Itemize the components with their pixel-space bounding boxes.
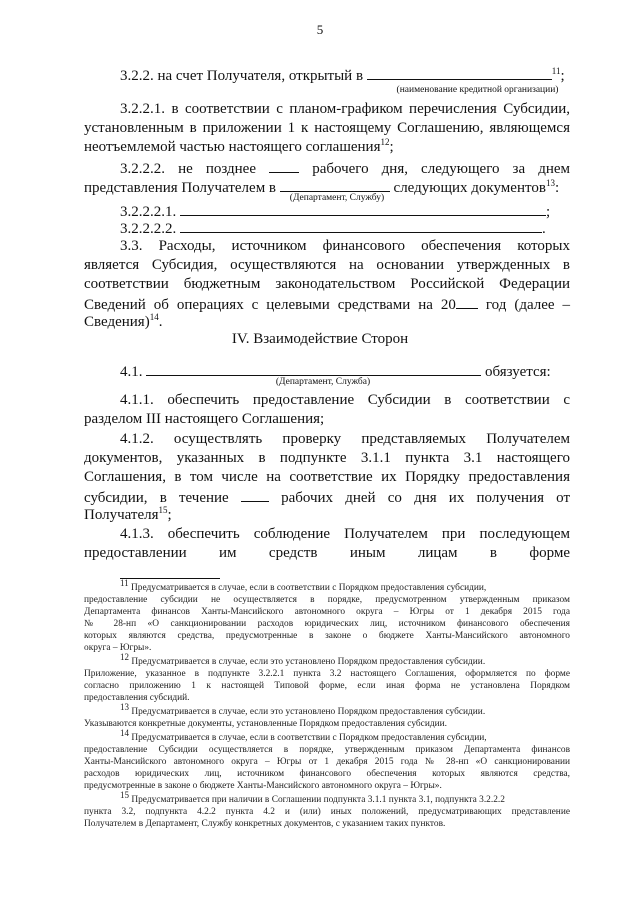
footnote-11-line-1: $^{11}$ Предусматривается в случае, если в соответствии с Порядком предоставления субсидии, (120, 578, 487, 594)
footnote-12-line-1: $^{12}$ Предусматривается в случае, если это установлено Порядком предоставления субсидии. (120, 652, 486, 668)
clause-3-3-line-4: Сведений об операциях с целевыми средствами на 20 год (далее – (84, 297, 571, 313)
clause-4-1-3-line-1: 4.1.3. обеспечить соблюдение Получателем при последующем (120, 526, 570, 542)
clause-3-2-2-2-line-1: 3.2.2.2. не позднее рабочего дня, следующего за днем (120, 161, 571, 177)
footnote-15-line-1: $^{15}$ Предусматривается при наличии в Соглашении подпункта 3.1.1 пункта 3.1, подпункта 3.2.2.2 (120, 790, 505, 806)
footnote-14-line-4: расходов юридических лиц, источником финансового обеспечения которых являются средства, (84, 769, 570, 779)
footnote-12-line-4: предоставления субсидий. (84, 693, 190, 703)
party-blank (146, 362, 481, 376)
doc-2-blank (180, 219, 542, 233)
days-blank (269, 159, 299, 173)
department-caption: (Департамент, Службу) (289, 193, 385, 203)
bank-name-caption: (наименование кредитной организации) (396, 85, 559, 95)
footnote-15-line-2: пункта 3.2, подпункта 4.2.2 пункта 4.2 и (или) иных положений, предусматривающих представление (84, 807, 570, 817)
doc-1-blank (180, 202, 546, 216)
clause-3-3-line-2: является Субсидия, осуществляются на основании утвержденных в (84, 257, 570, 273)
review-days-blank (241, 488, 269, 502)
footnote-12-line-2: Приложение, указанное в подпункте 3.2.2.1 пункта 3.2 настоящего Соглашения, оформляется по форме (84, 669, 570, 679)
footnote-11-line-4: № 28-нп «О санкционировании расходов юридических лиц, источником финансового обеспечения (84, 619, 570, 629)
clause-4-1-2-line-3: Соглашения, в том числе на соответствие их Порядку предоставления (84, 469, 570, 485)
clause-3-2-2-1-line-3: неотъемлемой частью настоящего соглашения$^{12}$; (84, 137, 394, 155)
footnote-11-line-2: предоставление субсидии не осуществляется в порядке, предусмотренном утвержденным приказом (84, 595, 570, 605)
clause-3-2-2-1-line-2: установленным в приложении 1 к настоящему Соглашению, являющемся (84, 120, 570, 136)
clause-3-3-line-5: Сведения)$^{14}$. (84, 312, 163, 330)
clause-4-1-1-line-1: 4.1.1. обеспечить предоставление Субсидии в соответствии с (120, 392, 570, 408)
footnote-11-line-5: которых являются средства, предусмотренные в законе о бюджете Ханты-Мансийского автономного (84, 631, 570, 641)
clause-4-1: 4.1. обязуется: (120, 364, 551, 380)
clause-3-2-2-2-1: 3.2.2.2.1. ; (120, 204, 551, 220)
footnote-13-line-2: Указываются конкретные документы, установленные Порядком предоставления субсидии. (84, 719, 447, 729)
footnote-14-line-2: предоставление Субсидии осуществляется в порядке, утвержденным приказом Департамента финансов (84, 745, 570, 755)
clause-3-3-line-3: соответствии бюджетным законодательством Российской Федерации (84, 276, 570, 292)
party-caption: (Департамент, Служба) (275, 377, 371, 387)
clause-3-3-line-1: 3.3. Расходы, источником финансового обеспечения которых (120, 238, 570, 254)
footnote-14-line-5: предусмотренные в законе о бюджете Ханты-Мансийского автономного округа – Югры». (84, 781, 442, 791)
clause-4-1-2-line-2: документов, указанных в подпункте 3.1.1 пункта 3.1 настоящего (84, 450, 570, 466)
clause-3-2-2-2-line-2: представления Получателем в следующих документов$^{13}$: (84, 178, 560, 196)
year-blank (456, 295, 478, 309)
department-blank (280, 178, 390, 192)
footnote-11-line-6: округа – Югры». (84, 643, 152, 653)
clause-3-2-2: 3.2.2. на счет Получателя, открытый в $^{11}$; (120, 66, 565, 84)
footnote-15-line-3: Получателем в Департамент, Службу конкретных документов, с указанием таких пунктов. (84, 819, 446, 829)
clause-3-2-2-2-2: 3.2.2.2.2. . (120, 221, 546, 237)
clause-4-1-2-line-4: субсидии, в течение рабочих дней со дня их получения от (84, 490, 571, 506)
clause-4-1-2-line-1: 4.1.2. осуществлять проверку представляемых Получателем (120, 431, 570, 447)
clause-4-1-1-line-2: разделом III настоящего Соглашения; (84, 411, 325, 427)
clause-4-1-2-line-5: Получателя$^{15}$; (84, 505, 172, 523)
footnote-11-line-3: Департамента финансов Ханты-Мансийского автономного округа – Югры от 1 декабря 2015 года (84, 607, 570, 617)
footnote-separator (120, 578, 220, 579)
bank-name-blank (367, 66, 552, 80)
page-number: 5 (316, 22, 324, 37)
footnote-14-line-3: Ханты-Мансийского автономного округа – Югры от 1 декабря 2015 года № 28-нп «О санкционировании (84, 757, 570, 767)
clause-3-2-2-1-line-1: 3.2.2.1. в соответствии с планом-графиком перечисления Субсидии, (120, 101, 570, 117)
footnote-14-line-1: $^{14}$ Предусматривается в случае, если в соответствии с Порядком предоставления субсидии, (120, 728, 487, 744)
section-heading: IV. Взаимодействие Сторон (231, 331, 409, 347)
footnote-12-line-3: согласно приложению 1 к настоящей Типовой форме, если иная форма не установлена Порядком (84, 681, 570, 691)
clause-4-1-3-line-2: предоставлении им средств иным лицам в форме (84, 545, 570, 561)
footnote-13-line-1: $^{13}$ Предусматривается в случае, если это установлено Порядком предоставления субсидии. (120, 702, 486, 718)
